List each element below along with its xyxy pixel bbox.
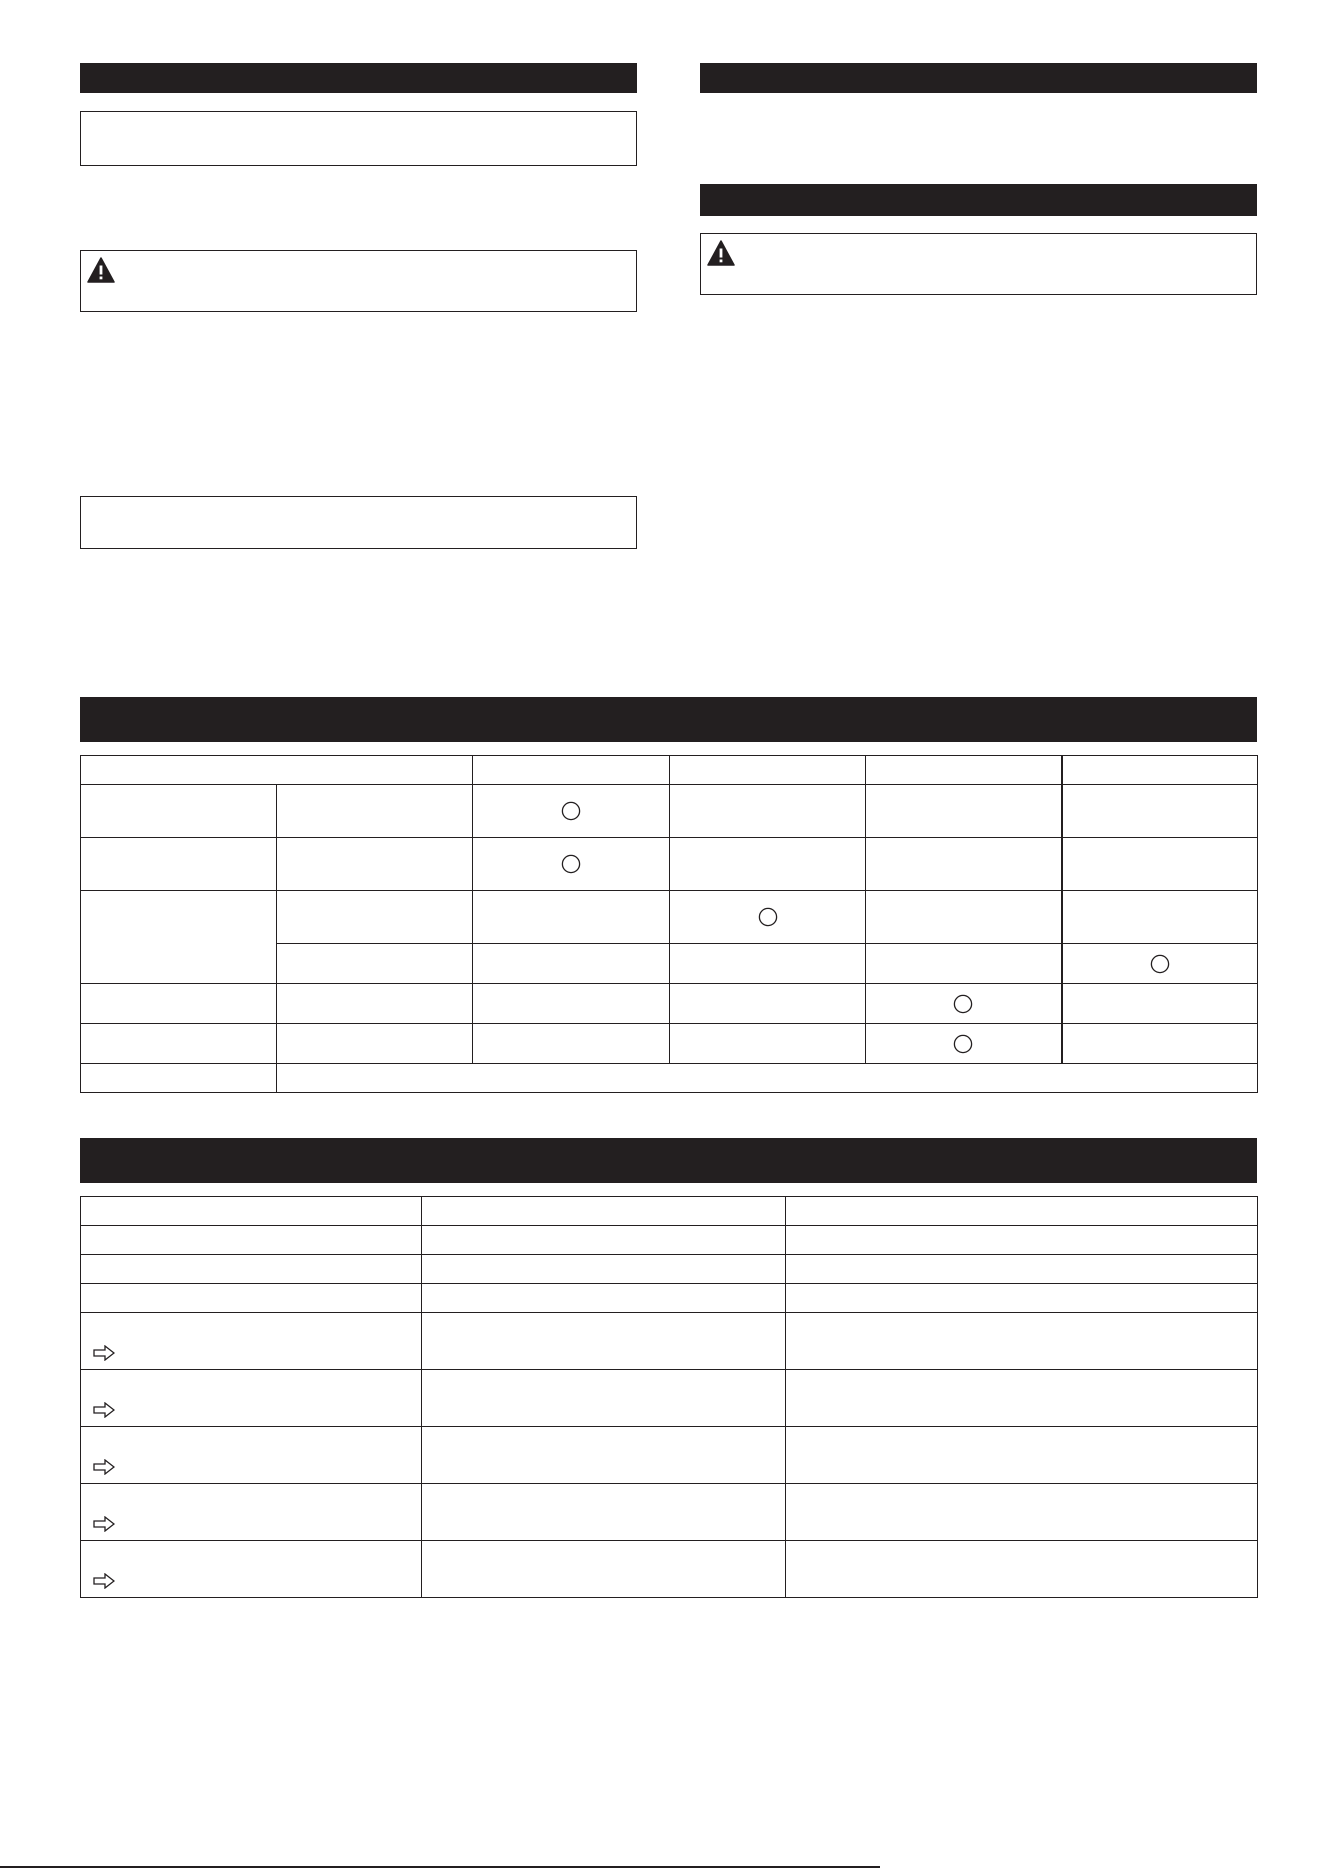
table-cell xyxy=(670,944,866,984)
table-cell xyxy=(422,1255,786,1284)
troubleshooting-table xyxy=(80,1196,1258,1598)
table-cell xyxy=(422,1313,786,1370)
table-row xyxy=(81,838,1258,891)
right-arrow-icon xyxy=(93,1573,115,1589)
table-cell xyxy=(81,1370,422,1427)
table-cell xyxy=(81,891,277,984)
table-cell xyxy=(1062,838,1258,891)
left-section-header-bar xyxy=(80,63,637,93)
table-header-cell xyxy=(422,1197,786,1226)
table-cell xyxy=(866,984,1062,1024)
table-cell xyxy=(786,1427,1258,1484)
table-cell xyxy=(670,838,866,891)
table-cell xyxy=(422,1541,786,1598)
right-arrow-icon xyxy=(93,1459,115,1475)
table-cell xyxy=(866,838,1062,891)
table-cell xyxy=(866,785,1062,838)
table-cell xyxy=(670,785,866,838)
table-cell xyxy=(1062,984,1258,1024)
table-row xyxy=(81,1064,1258,1093)
table-cell xyxy=(81,1064,277,1093)
table-cell xyxy=(473,944,670,984)
table-cell xyxy=(1062,1024,1258,1064)
table-row xyxy=(81,984,1258,1024)
table-cell xyxy=(786,1255,1258,1284)
table-row xyxy=(81,785,1258,838)
footer-rule xyxy=(0,1866,880,1868)
table-cell xyxy=(81,1313,422,1370)
table-cell xyxy=(277,944,473,984)
right-section-header-bar xyxy=(700,63,1257,93)
table-cell xyxy=(81,1484,422,1541)
table-cell xyxy=(786,1313,1258,1370)
table-row xyxy=(81,1284,1258,1313)
table-row xyxy=(81,1427,1258,1484)
table-row xyxy=(81,1541,1258,1598)
table-row xyxy=(81,1313,1258,1370)
table-cell xyxy=(81,838,277,891)
right-arrow-icon xyxy=(93,1402,115,1418)
circle-icon xyxy=(561,854,581,874)
right-section-header-bar-2 xyxy=(700,184,1257,216)
table-row xyxy=(81,1226,1258,1255)
table-cell xyxy=(670,1024,866,1064)
table-cell xyxy=(81,1226,422,1255)
table-header-cell xyxy=(670,756,866,785)
table-cell xyxy=(81,1427,422,1484)
table-row xyxy=(81,891,1258,944)
table-cell xyxy=(786,1541,1258,1598)
left-warning-box xyxy=(80,250,637,312)
table-cell xyxy=(81,785,277,838)
table-cell xyxy=(866,1024,1062,1064)
table-cell xyxy=(277,838,473,891)
table-cell xyxy=(473,838,670,891)
warning-triangle-icon xyxy=(707,240,735,266)
table-cell xyxy=(473,785,670,838)
table-row xyxy=(81,1370,1258,1427)
table-cell xyxy=(81,984,277,1024)
table-cell xyxy=(277,1064,1258,1093)
table-cell xyxy=(786,1370,1258,1427)
circle-icon xyxy=(561,801,581,821)
table-cell xyxy=(422,1427,786,1484)
circle-icon xyxy=(758,907,778,927)
table-header-cell xyxy=(81,1197,422,1226)
left-note-box xyxy=(80,111,637,166)
table-row xyxy=(81,1255,1258,1284)
compatibility-header-row xyxy=(81,756,1258,785)
table-cell xyxy=(473,891,670,944)
compatibility-section-header-bar xyxy=(80,697,1257,742)
table-header-cell xyxy=(81,756,473,785)
table-cell xyxy=(277,891,473,944)
table-header-cell xyxy=(473,756,670,785)
table-cell xyxy=(866,944,1062,984)
troubleshooting-section-header-bar xyxy=(80,1138,1257,1183)
circle-icon xyxy=(1150,954,1170,974)
right-arrow-icon xyxy=(93,1516,115,1532)
table-cell xyxy=(786,1226,1258,1255)
table-cell xyxy=(866,891,1062,944)
table-cell xyxy=(786,1284,1258,1313)
table-cell xyxy=(422,1484,786,1541)
compatibility-table xyxy=(80,755,1258,1093)
table-cell xyxy=(473,1024,670,1064)
table-cell xyxy=(81,1255,422,1284)
table-cell xyxy=(81,1284,422,1313)
table-cell xyxy=(422,1284,786,1313)
right-warning-box xyxy=(700,233,1257,295)
table-cell xyxy=(422,1370,786,1427)
warning-triangle-icon xyxy=(87,257,115,283)
table-row xyxy=(81,1024,1258,1064)
table-cell xyxy=(670,984,866,1024)
troubleshooting-header-row xyxy=(81,1197,1258,1226)
table-header-cell xyxy=(786,1197,1258,1226)
circle-icon xyxy=(953,1034,973,1054)
circle-icon xyxy=(953,994,973,1014)
table-cell xyxy=(81,1541,422,1598)
left-note-box-2 xyxy=(80,496,637,549)
table-row xyxy=(81,1484,1258,1541)
table-cell xyxy=(786,1484,1258,1541)
table-header-cell xyxy=(1062,756,1258,785)
table-cell xyxy=(422,1226,786,1255)
table-cell xyxy=(277,984,473,1024)
table-cell xyxy=(277,785,473,838)
table-cell xyxy=(277,1024,473,1064)
table-cell xyxy=(1062,891,1258,944)
table-header-cell xyxy=(866,756,1062,785)
table-cell xyxy=(670,891,866,944)
right-arrow-icon xyxy=(93,1345,115,1361)
table-cell xyxy=(81,1024,277,1064)
table-cell xyxy=(1062,785,1258,838)
table-cell xyxy=(1062,944,1258,984)
table-cell xyxy=(473,984,670,1024)
